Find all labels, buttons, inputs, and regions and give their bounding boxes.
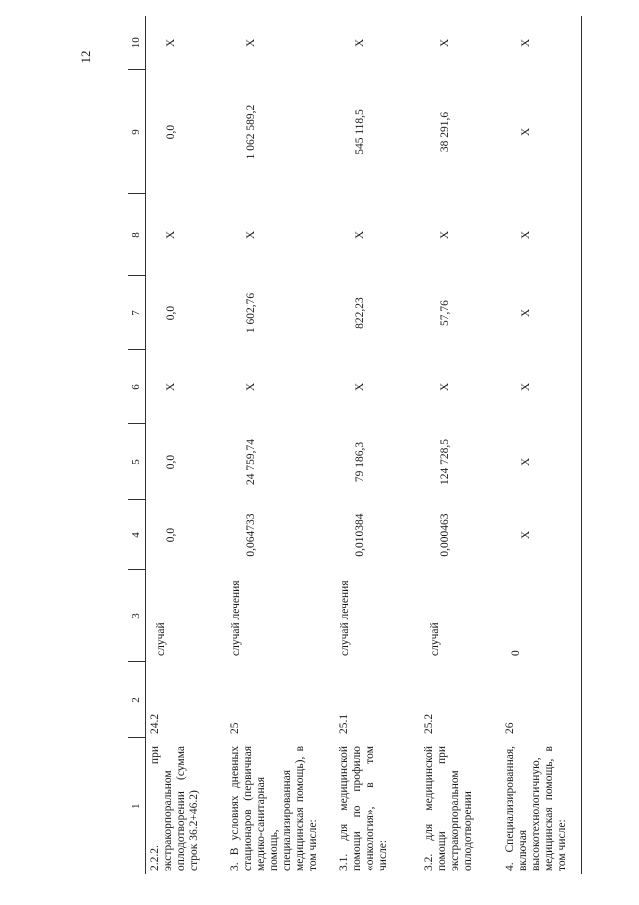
- col-header: 8: [128, 194, 146, 276]
- table-cell: Х: [165, 38, 177, 48]
- col-header: 7: [128, 276, 146, 350]
- table-cell: 0,0: [165, 527, 177, 543]
- col-header: 10: [128, 16, 146, 70]
- table-cell: 24 759,74: [245, 439, 258, 485]
- table-cell: Х: [439, 230, 451, 240]
- table-cell: 0,0: [165, 124, 177, 140]
- row-label: 3. В условиях дневных стационаров (первичная медико-санитарная помощь, специализированная медицинская помощь), в том числе:: [229, 746, 320, 871]
- col-header: 2: [128, 662, 146, 738]
- table-row: [501, 16, 582, 874]
- unit-cell: случай: [429, 622, 441, 656]
- table-cell: 545 118,5: [353, 109, 366, 155]
- col-header: 4: [128, 500, 146, 570]
- table-cell: Х: [439, 38, 451, 48]
- row-label: 3.1. для медицинской помощи по профилю «онкология», в том числе:: [337, 746, 389, 871]
- unit-cell: случай лечения: [230, 580, 243, 656]
- table-row: [420, 16, 501, 874]
- table-row: [335, 16, 420, 874]
- table-cell: 79 186,3: [353, 441, 366, 483]
- table-cell: Х: [501, 70, 582, 194]
- table-cell: 0,0: [165, 305, 177, 321]
- col-header: 9: [128, 70, 146, 194]
- financing-table: [128, 16, 582, 874]
- table-cell: 0,0: [165, 454, 177, 470]
- table-cell: Х: [501, 424, 582, 500]
- unit-cell: случай: [155, 622, 167, 656]
- table-cell: Х: [439, 382, 451, 392]
- unit-cell: случай лечения: [338, 580, 351, 656]
- row-number: 25: [229, 722, 242, 734]
- table-cell: 822,23: [353, 297, 366, 329]
- col-header: 1: [128, 738, 146, 874]
- row-label: 2.2.2. при экстракорпоральном оплодотворении (сумма строк 36.2+46.2): [149, 746, 200, 871]
- table-cell: 38 291,6: [439, 111, 451, 153]
- table-cell: Х: [353, 38, 366, 48]
- rotated-table-container: [128, 37, 582, 874]
- table-cell: Х: [353, 230, 366, 240]
- row-number: 25.2: [423, 713, 435, 734]
- table-cell: Х: [165, 230, 177, 240]
- row-number: 25.1: [337, 713, 350, 734]
- table-cell: Х: [501, 350, 582, 424]
- table-row: [226, 16, 334, 874]
- table-cell: Х: [245, 382, 258, 392]
- table-cell: 1 602,76: [245, 292, 258, 334]
- table-cell: 1 062 589,2: [245, 104, 258, 160]
- row-number: 26: [501, 662, 582, 738]
- table-cell: Х: [353, 382, 366, 392]
- table-cell: Х: [501, 194, 582, 276]
- table-cell: 0,010384: [353, 513, 366, 557]
- table-cell: 0,000463: [439, 513, 451, 557]
- table-row: [146, 16, 227, 874]
- table-cell: Х: [245, 38, 258, 48]
- table-cell: 124 728,5: [439, 439, 451, 485]
- table-cell: Х: [501, 500, 582, 570]
- col-header: 5: [128, 424, 146, 500]
- table-cell: 57,76: [439, 300, 451, 326]
- table-cell: Х: [165, 382, 177, 392]
- table-cell: Х: [245, 230, 258, 240]
- table-cell: Х: [501, 16, 582, 70]
- unit-cell: 0: [501, 570, 582, 662]
- row-number: 24.2: [149, 713, 161, 734]
- table-cell: Х: [501, 276, 582, 350]
- col-header: 6: [128, 350, 146, 424]
- col-header: 3: [128, 570, 146, 662]
- page-number: 12: [78, 50, 93, 64]
- row-label: 3.2. для медицинской помощи при экстракорпоральном оплодотворении: [423, 746, 474, 871]
- table-cell: 0,064733: [245, 513, 258, 557]
- header-row: [128, 16, 146, 874]
- row-label: 4. Специализированная, включая высокотехнологичную, медицинская помощь, в том числе:: [501, 738, 582, 874]
